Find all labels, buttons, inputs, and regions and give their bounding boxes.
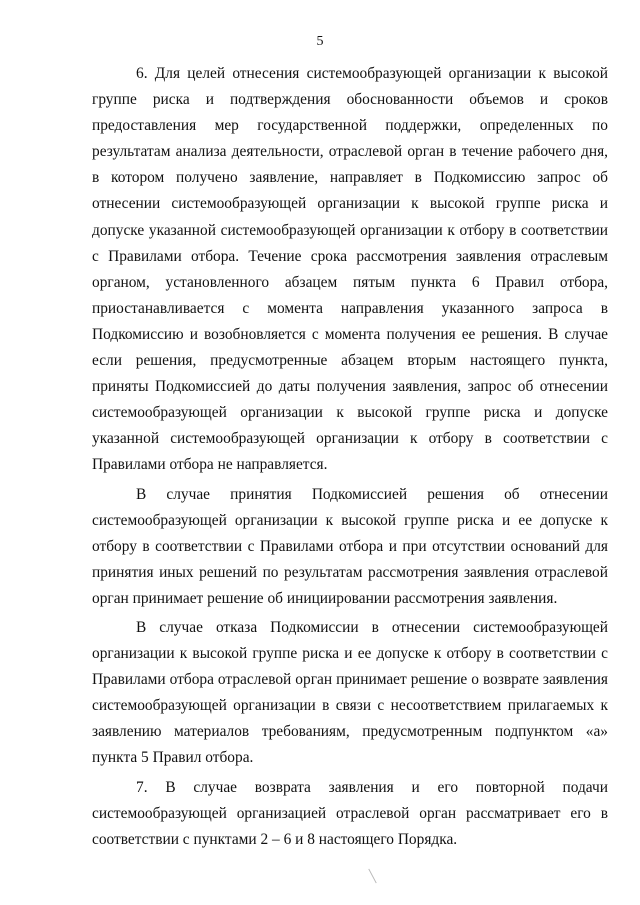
- paragraph-subcommission-approval: В случае принятия Подкомиссией решения об отнесении системообразующей организации к высокой группе риска и ее допуске к отбору в соответствии с Правилами отбора и при отсутствии оснований для принятия иных решений по результатам рассмотрения заявления отраслевой орган принимает решение об инициировании рассмотрения заявления.: [92, 485, 608, 607]
- page-number: 5: [316, 34, 324, 49]
- paragraph-subcommission-refusal: В случае отказа Подкомиссии в отнесении системообразующей организации к высокой группе риска и ее допуске к отбору в соответствии с Правилами отбора отраслевой орган принимает решение о возврате заявления системообразующей организации в связи с несоответствием прилагаемых к заявлению материалов требованиям, предусмотренным подпунктом «а» пункта 5 Правил отбора.: [92, 618, 608, 767]
- paragraph-7: 7. В случае возврата заявления и его повторной подачи системообразующей организацией отраслевой орган рассматривает его в соответствии с пунктами 2 – 6 и 8 настоящего Порядка.: [92, 778, 608, 848]
- pen-mark: [368, 869, 376, 884]
- document-body: [92, 61, 608, 856]
- paragraph-6: 6. Для целей отнесения системообразующей организации к высокой группе риска и подтверждения обоснованности объемов и сроков предоставления мер государственной поддержки, определенных по результатам анализа деятельности, отраслевой орган в течение рабочего дня, в котором получено заявление, направляет в Подкомиссию запрос об отнесении системообразующей организации к высокой группе риска и допуске указанной системообразующей организации к отбору в соответствии с Правилами отбора. Течение срока рассмотрения заявления отраслевым органом, установленного абзацем пятым пункта 6 Правил отбора, приостанавливается с момента направления указанного запроса в Подкомиссию и возобновляется с момента получения ее решения. В случае если решения, предусмотренные абзацем вторым настоящего пункта, приняты Подкомиссией до даты получения заявления, запрос об отнесении системообразующей организации к высокой группе риска и допуске указанной системообразующей организации к отбору в соответствии с Правилами отбора не направляется.: [92, 65, 608, 474]
